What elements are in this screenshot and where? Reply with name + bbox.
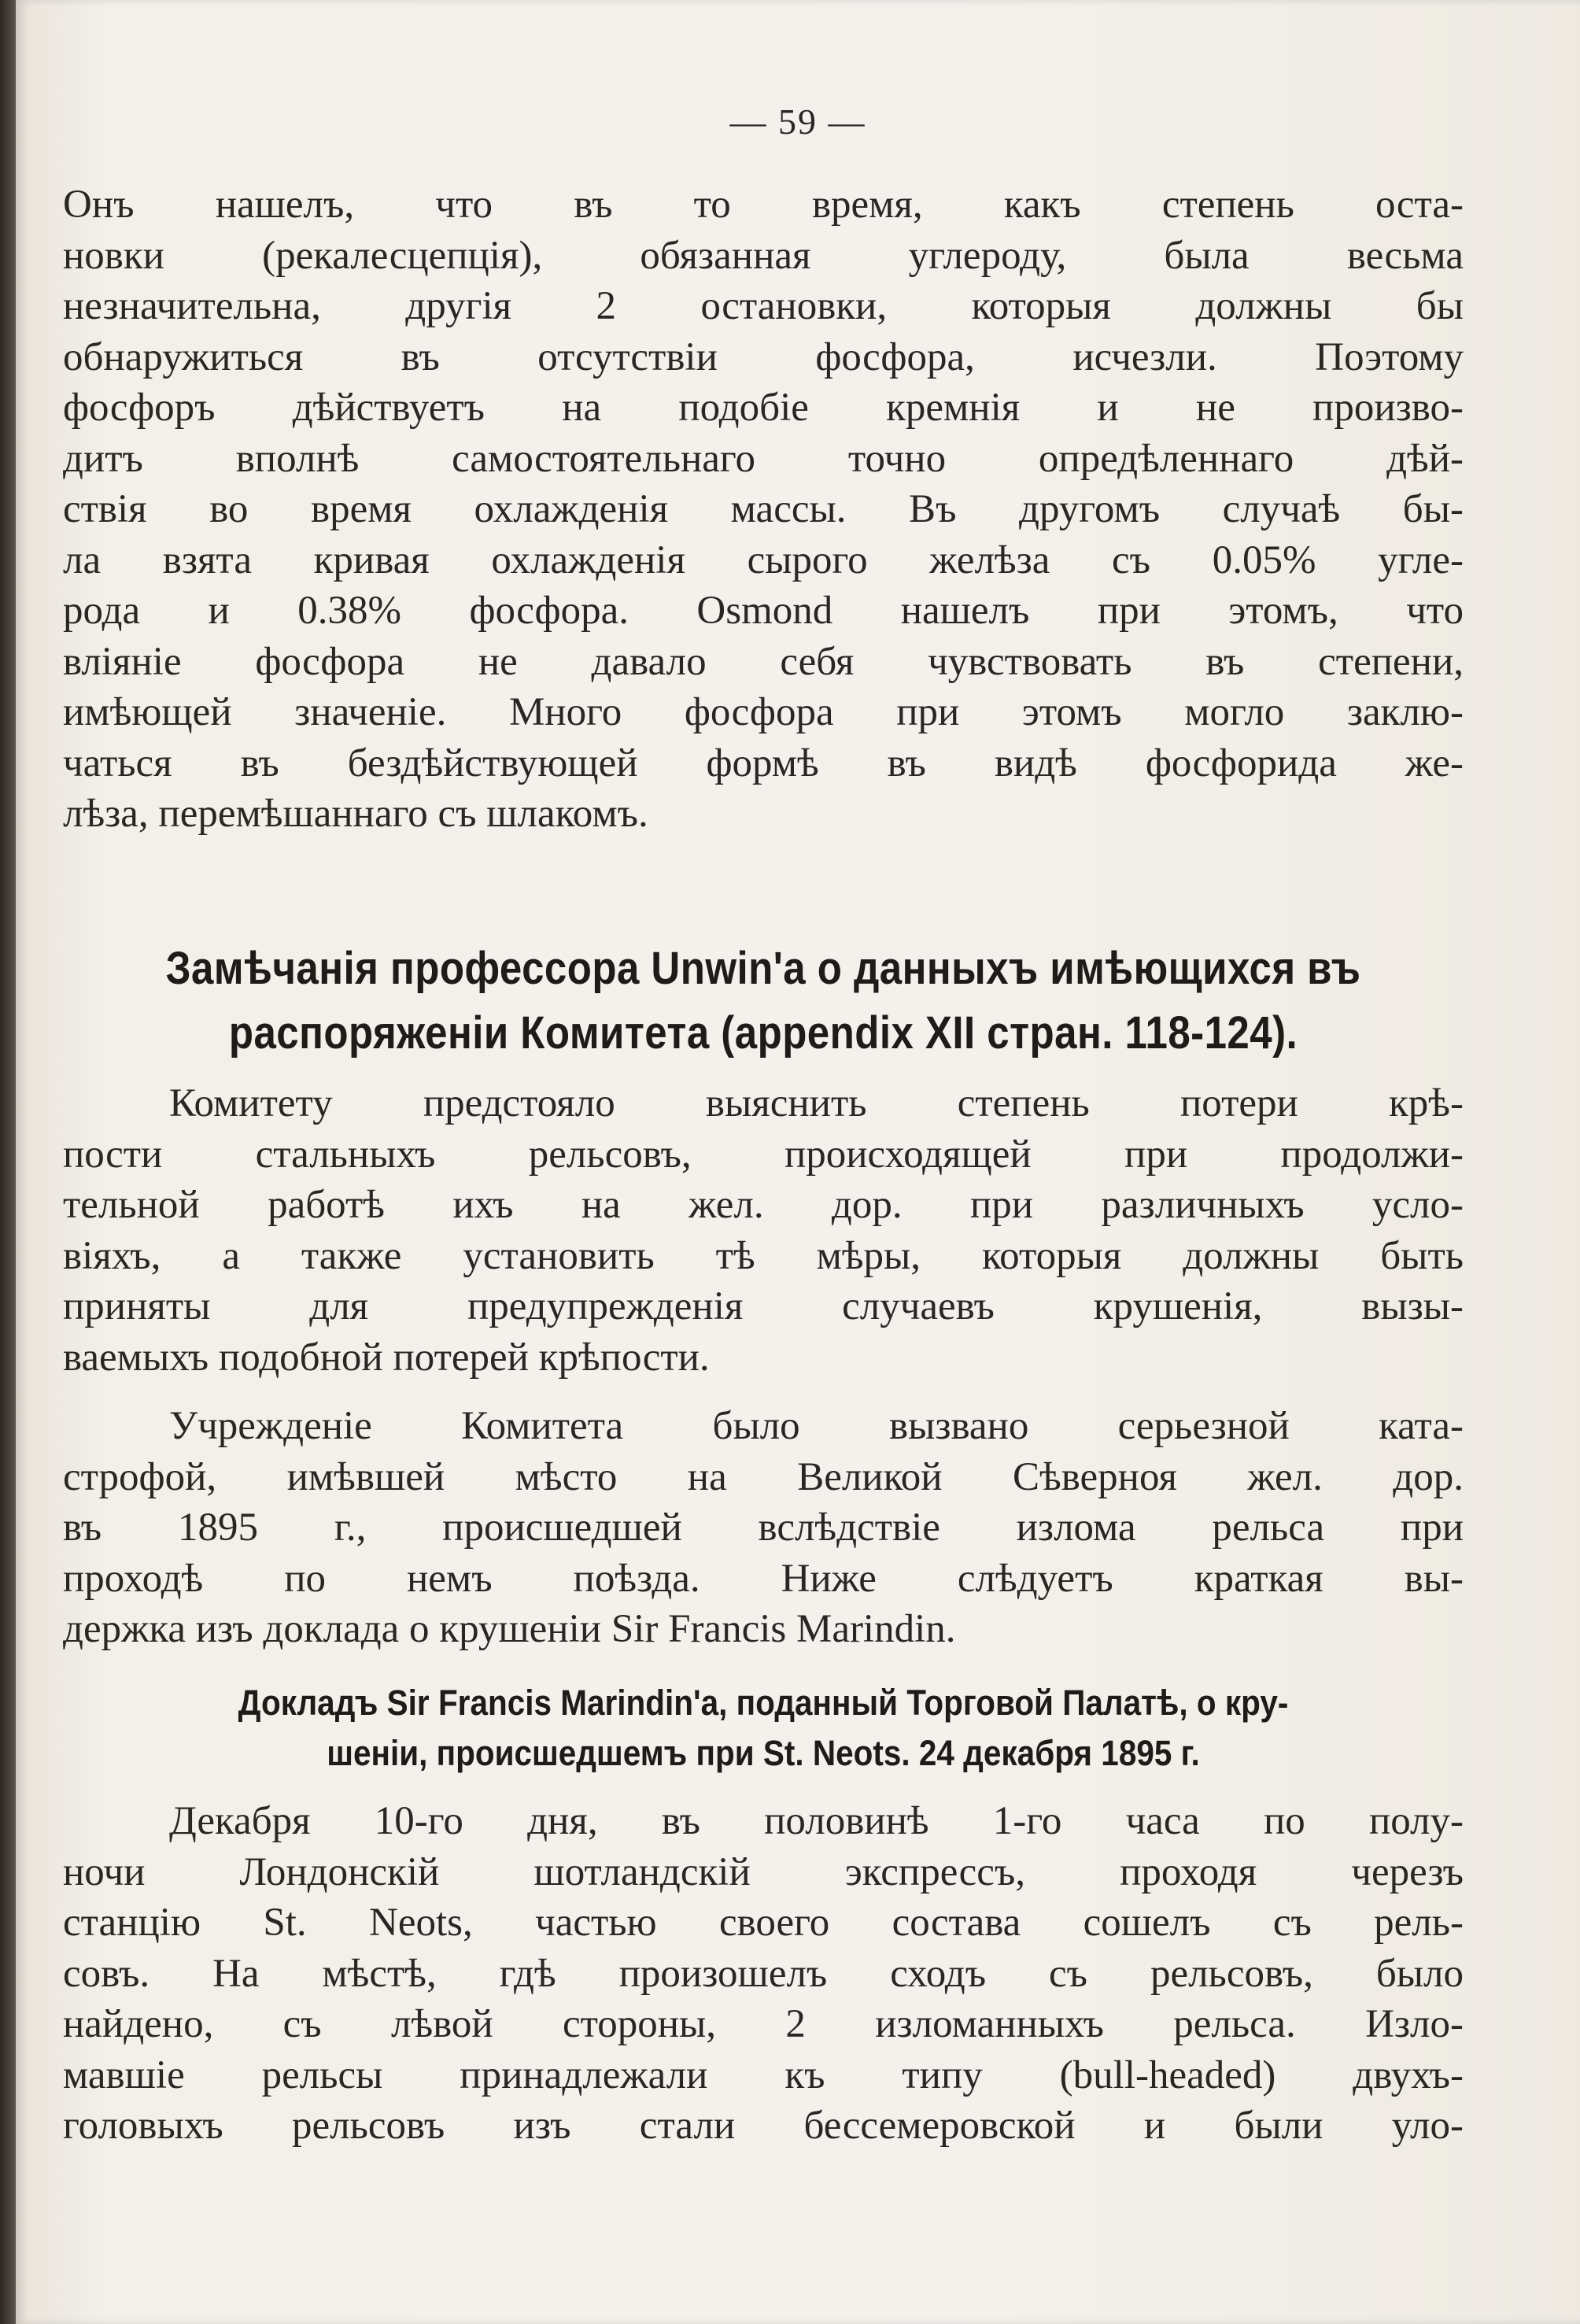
- text-line: ствія во время охлажденія массы. Въ другомъ случаѣ бы-: [63, 487, 1464, 531]
- text-line: ваемыхъ подобной потерей крѣпости.: [63, 1335, 710, 1380]
- text-line: Учрежденіе Комитета было вызвано серьезной ката-: [169, 1404, 1464, 1448]
- text-line: Онъ нашелъ, что въ то время, какъ степень оста-: [63, 183, 1464, 227]
- paragraph-committee: [63, 1078, 1464, 1383]
- text-line: найдено, съ лѣвой стороны, 2 изломанныхъ рельса. Изло-: [63, 2002, 1464, 2046]
- book-spine-shadow: [0, 0, 16, 2324]
- text-line: ночи Лондонскій шотландскій экспрессъ, проходя черезъ: [63, 1849, 1464, 1894]
- text-line: лѣза, перемѣшаннаго съ шлакомъ.: [63, 792, 648, 836]
- text-line: Комитету предстояло выяснить степень потери крѣ-: [169, 1081, 1464, 1125]
- paragraph-osmond: [63, 179, 1464, 840]
- text-line: віяхъ, а также установить тѣ мѣры, которыя должны быть: [63, 1233, 1464, 1278]
- text-line: пости стальныхъ рельсовъ, происходящей при продолжи-: [63, 1132, 1464, 1177]
- text-line: станцію St. Neots, частью своего состава сошелъ съ рель-: [63, 1901, 1464, 1945]
- section-heading-marindin: [63, 1678, 1464, 1779]
- text-line: имѣющей значеніе. Много фосфора при этомъ могло заклю-: [63, 690, 1464, 734]
- text-line: вліяніе фосфора не давало себя чувствовать въ степени,: [63, 639, 1464, 684]
- heading-line: Докладъ Sir Francis Marindin'а, поданный Торговой Палатѣ, о кру-: [238, 1683, 1289, 1723]
- heading-line: Замѣчанія профессора Unwin'а о данныхъ имѣющихся въ: [165, 943, 1361, 994]
- text-line: незначительна, другія 2 остановки, которыя должны бы: [63, 284, 1464, 328]
- text-line: чаться въ бездѣйствующей формѣ въ видѣ фосфорида же-: [63, 741, 1464, 785]
- text-line: мавшіе рельсы принадлежали къ типу (bull-headed) двухъ-: [63, 2052, 1464, 2097]
- heading-line: распоряженіи Комитета (appendix XII стран. 118-124).: [228, 1007, 1298, 1059]
- text-line: строфой, имѣвшей мѣсто на Великой Сѣверноя жел. дор.: [63, 1454, 1464, 1499]
- text-line: проходѣ по немъ поѣзда. Ниже слѣдуетъ краткая вы-: [63, 1556, 1464, 1601]
- book-page: [16, 0, 1580, 2324]
- text-line: головыхъ рельсовъ изъ стали бессемеровской и были уло-: [63, 2104, 1464, 2148]
- section-heading-unwin: [63, 937, 1464, 1066]
- paragraph-catastrophe: [63, 1401, 1464, 1655]
- text-line: держка изъ доклада о крушеніи Sir Francis Marindin.: [63, 1607, 956, 1651]
- text-line: обнаружиться въ отсутствіи фосфора, исчезли. Поэтому: [63, 334, 1464, 379]
- text-line: дитъ вполнѣ самостоятельнаго точно опредѣленнаго дѣй-: [63, 436, 1464, 481]
- text-line: въ 1895 г., происшедшей вслѣдствіе излома рельса при: [63, 1506, 1464, 1550]
- text-line: рода и 0.38% фосфора. Osmond нашелъ при этомъ, что: [63, 589, 1464, 633]
- text-line: фосфоръ дѣйствуетъ на подобіе кремнія и не произво-: [63, 386, 1464, 430]
- text-line: Декабря 10-го дня, въ половинѣ 1-го часа по полу-: [169, 1799, 1464, 1843]
- heading-line: шеніи, происшедшемъ при St. Neots. 24 декабря 1895 г.: [327, 1733, 1200, 1773]
- text-line: тельной работѣ ихъ на жел. дор. при различныхъ усло-: [63, 1183, 1464, 1227]
- text-line: новки (рекалесцепція), обязанная углероду, была весьма: [63, 233, 1464, 278]
- text-line: приняты для предупрежденія случаевъ крушенія, вызы-: [63, 1284, 1464, 1328]
- text-line: ла взята кривая охлажденія сырого желѣза съ 0.05% угле-: [63, 538, 1464, 582]
- text-line: совъ. На мѣстѣ, гдѣ произошелъ сходъ съ рельсовъ, было: [63, 1951, 1464, 1996]
- page-number: — 59 —: [729, 102, 866, 142]
- paragraph-st-neots: [63, 1796, 1464, 2152]
